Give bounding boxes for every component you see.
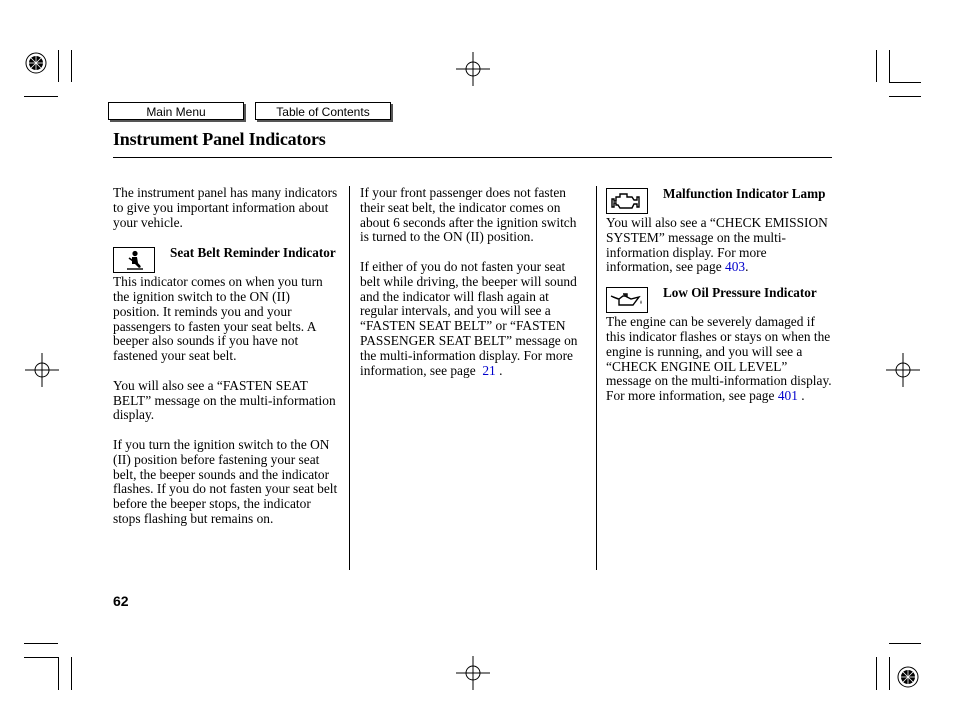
seat-belt-indicator-title: Seat Belt Reminder Indicator	[170, 245, 336, 261]
driving-paragraph: If either of you do not fasten your seat belt while driving, the beeper will sound and the indicator will flash again at regular intervals, and you will see a “FASTEN SEAT BELT” or “FASTEN PASSENGER SEAT BELT” message on the multi-information display. For more information, see page 21 .	[360, 258, 578, 378]
registration-crosshair-icon	[25, 353, 59, 387]
seat-belt-paragraph-3: If you turn the ignition switch to the ON (II) position before fastening your seat belt, the beeper sounds and the indicator flashes. If you do not fasten your seat belt before the beeper stops, the indicator stops flashing but remains on.	[113, 436, 338, 526]
main-menu-button[interactable]: Main Menu	[108, 102, 244, 120]
page-number: 62	[113, 593, 129, 609]
oil-pressure-paragraph: The engine can be severely damaged if this indicator flashes or stays on when the engine is running, and you will see a “CHECK ENGINE OIL LEVEL” message on the multi-information display. For more information, see page 401 .	[606, 314, 832, 404]
seat-belt-paragraph-2: You will also see a “FASTEN SEAT BELT” message on the multi-information display.	[113, 377, 336, 423]
seat-belt-indicator-heading	[113, 245, 339, 275]
engine-icon	[606, 188, 648, 214]
registration-starburst-icon	[24, 50, 48, 76]
intro-paragraph: The instrument panel has many indicators to give you important information about your vehicle.	[113, 185, 338, 230]
registration-crosshair-icon	[886, 353, 920, 387]
registration-crosshair-icon	[456, 656, 490, 690]
malfunction-indicator-title: Malfunction Indicator Lamp	[663, 186, 826, 201]
table-of-contents-button[interactable]: Table of Contents	[255, 102, 391, 120]
page-21-link[interactable]: 21	[482, 362, 496, 378]
title-divider	[113, 157, 832, 158]
seat-belt-icon	[113, 247, 155, 273]
seat-belt-paragraph-1: This indicator comes on when you turn the ignition switch to the ON (II) position. It reminds you and your passengers to fasten your seat belts. A beeper also sounds if you have not fastened your seat belt.	[113, 274, 323, 364]
registration-starburst-icon	[896, 664, 920, 690]
passenger-paragraph: If your front passenger does not fasten their seat belt, the indicator comes on about 6 seconds after the ignition switch is turned to the ON (II) position.	[360, 185, 577, 245]
column-1	[113, 186, 339, 527]
page-403-link[interactable]: 403	[725, 259, 746, 275]
column-2	[360, 186, 586, 378]
column-3	[606, 186, 834, 404]
oil-pressure-indicator-heading	[606, 285, 834, 315]
page-title: Instrument Panel Indicators	[113, 129, 326, 149]
column-divider	[349, 186, 350, 570]
malfunction-indicator-heading	[606, 186, 834, 216]
column-divider	[596, 186, 597, 570]
page-401-link[interactable]: 401	[777, 388, 798, 404]
registration-crosshair-icon	[456, 52, 490, 86]
malfunction-paragraph: You will also see a “CHECK EMISSION SYSTEM” message on the multi-information display. For more information, see page 403.	[606, 215, 828, 275]
oil-can-icon	[606, 287, 648, 313]
oil-pressure-indicator-title: Low Oil Pressure Indicator	[663, 285, 817, 301]
